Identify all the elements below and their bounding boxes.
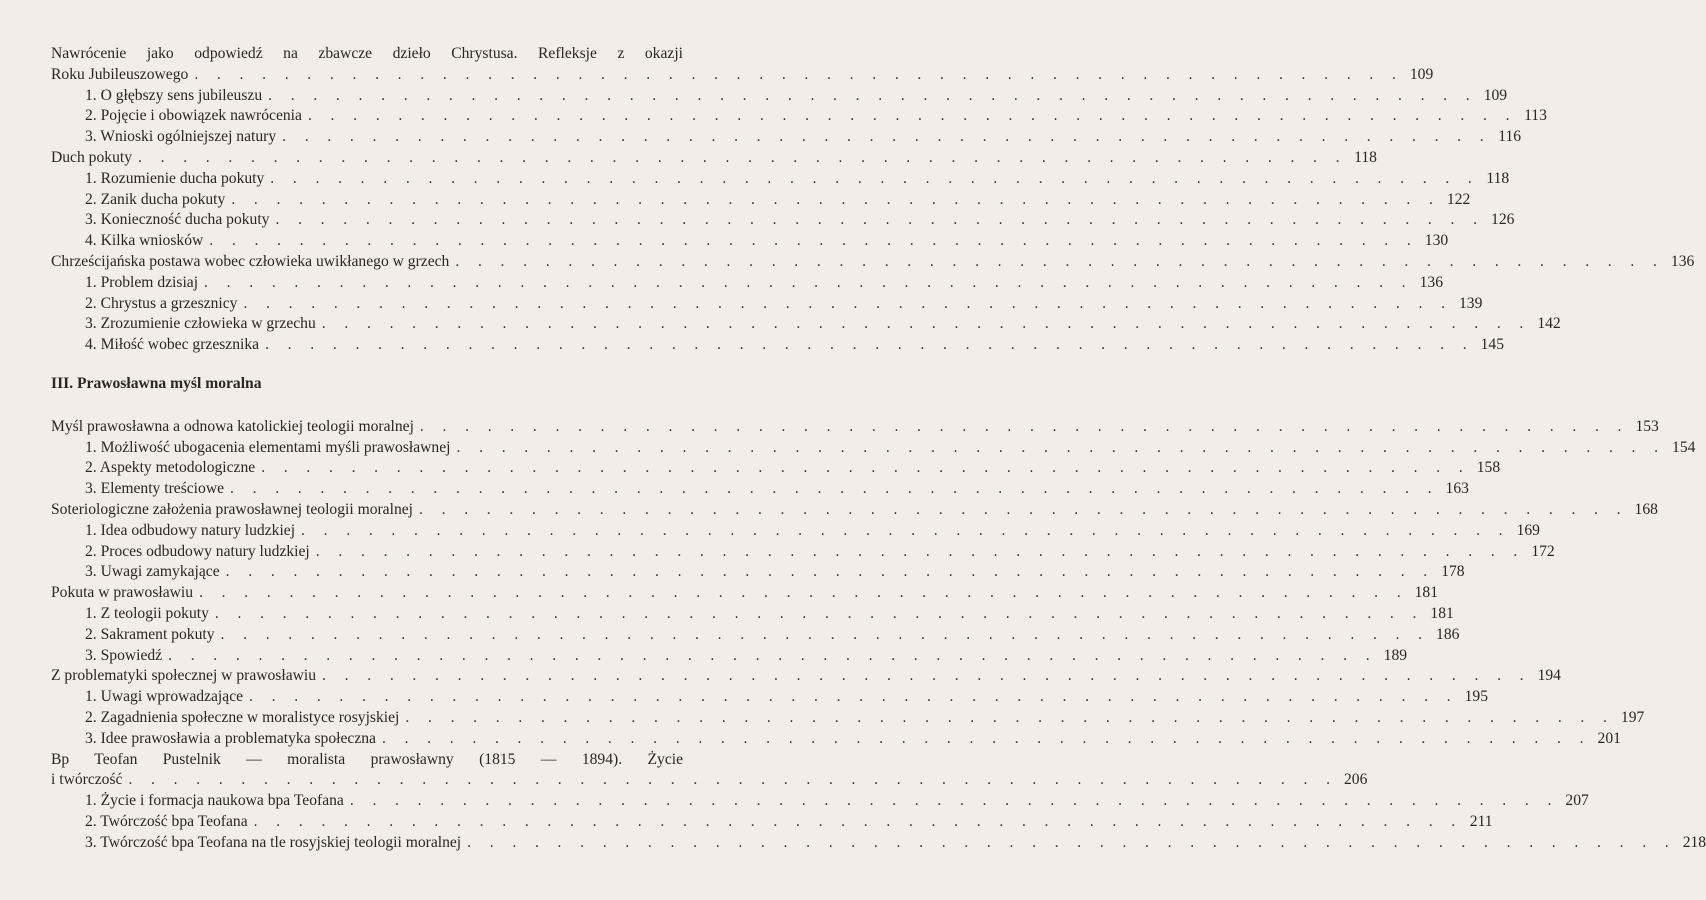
toc-subentry-title: 4. Miłość wobec grzesznika	[85, 336, 260, 354]
toc-subentry-title: 1. Z teologii pokuty	[85, 604, 209, 622]
dot-leader: . . . . . . . . . . . . . . . . . . . . . . . . . . . . . . . . . . . . . . . . . . . . . . . . . . . . . .	[405, 708, 1615, 726]
dot-leader: . . . . . . . . . . . . . . . . . . . . . . . . . . . . . . . . . . . . . . . . . . . . . . . . . . . . . .	[168, 646, 1378, 664]
toc-subentry	[51, 521, 1540, 542]
toc-entry-title-first-line: Bp Teofan Pustelnik — moralista prawosławny (1815 — 1894). Życie	[51, 750, 683, 768]
page-number: 189	[1383, 646, 1408, 664]
page-number: 118	[1354, 148, 1377, 166]
page-number: 218	[1682, 833, 1706, 851]
dot-leader: . . . . . . . . . . . . . . . . . . . . . . . . . . . . . . . . . . . . . . . . . . . . . . . . . . . . . .	[321, 315, 1531, 333]
toc-subentry	[51, 210, 1515, 231]
toc-subentry	[51, 127, 1522, 148]
page-number: 194	[1537, 667, 1561, 685]
page-number: 207	[1565, 792, 1589, 810]
toc-subentry	[51, 335, 1505, 356]
toc-subentry-title: 3. Wnioski ogólniejszej natury	[85, 128, 277, 146]
dot-leader: . . . . . . . . . . . . . . . . . . . . . . . . . . . . . . . . . . . . . . . . . . . . . . . . . . . . . .	[231, 190, 1441, 208]
toc-subentry	[51, 729, 1621, 750]
toc-subentry	[51, 646, 1408, 667]
page-number: 145	[1480, 336, 1505, 354]
dot-leader: . . . . . . . . . . . . . . . . . . . . . . . . . . . . . . . . . . . . . . . . . . . . . . . . . . . . . .	[128, 771, 1338, 789]
toc-entry-title-first-line: Nawrócenie jako odpowiedź na zbawcze dzieło Chrystusa. Refleksje z okazji	[51, 45, 683, 62]
toc-subentry	[51, 231, 1449, 252]
page-number: 154	[1672, 438, 1696, 456]
toc-subentry-title: 3. Konieczność ducha pokuty	[85, 211, 270, 229]
dot-leader: . . . . . . . . . . . . . . . . . . . . . . . . . . . . . . . . . . . . . . . . . . . . . . . . . . . . . .	[349, 792, 1559, 810]
page-number: 116	[1498, 128, 1522, 146]
toc-subentry	[51, 438, 1696, 459]
page-number: 158	[1476, 459, 1501, 477]
page-number: 186	[1436, 625, 1460, 643]
table-of-contents	[51, 44, 1706, 853]
dot-leader: . . . . . . . . . . . . . . . . . . . . . . . . . . . . . . . . . . . . . . . . . . . . . . . . . . . . . .	[315, 542, 1525, 560]
toc-entry	[51, 252, 1695, 273]
toc-entry-title: i twórczość	[51, 771, 123, 789]
toc-subentry	[51, 542, 1555, 563]
page-number: 172	[1531, 542, 1555, 560]
dot-leader: . . . . . . . . . . . . . . . . . . . . . . . . . . . . . . . . . . . . . . . . . . . . . . . . . . . . . .	[225, 563, 1435, 581]
toc-subentry-title: 3. Elementy treściowe	[85, 480, 224, 498]
toc-entry-title: Soteriologiczne założenia prawosławnej teologii moralnej	[51, 500, 413, 518]
page-number: 206	[1344, 771, 1368, 789]
toc-subentry-title: 2. Sakrament pokuty	[85, 625, 215, 643]
toc-subentry	[51, 625, 1460, 646]
toc-subentry	[51, 169, 1510, 190]
dot-leader: . . . . . . . . . . . . . . . . . . . . . . . . . . . . . . . . . . . . . . . . . . . . . . . . . . . . . .	[243, 294, 1453, 312]
dot-leader: . . . . . . . . . . . . . . . . . . . . . . . . . . . . . . . . . . . . . . . . . . . . . . . . . . . . . .	[322, 667, 1531, 685]
toc-subentry	[51, 833, 1706, 854]
toc-subentry-title: 2. Pojęcie i obowiązek nawrócenia	[85, 107, 302, 125]
section-heading: III. Prawosławna myśl moralna	[51, 374, 262, 392]
page-number: 153	[1635, 417, 1659, 435]
toc-subentry-title: 4. Kilka wniosków	[85, 232, 204, 250]
page-number: 197	[1620, 708, 1645, 726]
toc-entry	[51, 583, 1438, 604]
dot-leader: . . . . . . . . . . . . . . . . . . . . . . . . . . . . . . . . . . . . . . . . . . . . . . . . . . . . . .	[209, 232, 1419, 250]
page-number: 136	[1670, 252, 1695, 270]
dot-leader: . . . . . . . . . . . . . . . . . . . . . . . . . . . . . . . . . . . . . . . . . . . . . . . . . . . . . .	[214, 604, 1424, 622]
page-number: 195	[1464, 688, 1488, 706]
dot-leader: . . . . . . . . . . . . . . . . . . . . . . . . . . . . . . . . . . . . . . . . . . . . . . . . . . . . . .	[194, 65, 1404, 83]
toc-subentry-title: 2. Zagadnienia społeczne w moralistyce rosyjskiej	[85, 708, 400, 726]
toc-subentry	[51, 562, 1465, 583]
toc-subentry-title: 3. Spowiedź	[85, 646, 163, 664]
toc-subentry-title: 2. Zanik ducha pokuty	[85, 190, 226, 208]
toc-subentry-title: 1. Uwagi wprowadzające	[85, 688, 244, 706]
dot-leader: . . . . . . . . . . . . . . . . . . . . . . . . . . . . . . . . . . . . . . . . . . . . . . . . . . . . . .	[455, 252, 1665, 270]
toc-subentry	[51, 791, 1589, 812]
dot-leader: . . . . . . . . . . . . . . . . . . . . . . . . . . . . . . . . . . . . . . . . . . . . . . . . . . . . . .	[307, 107, 1517, 125]
dot-leader: . . . . . . . . . . . . . . . . . . . . . . . . . . . . . . . . . . . . . . . . . . . . . . . . . . . . . .	[249, 688, 1458, 706]
toc-subentry-title: 1. Możliwość ubogacenia elementami myśli prawosławnej	[85, 438, 451, 456]
page-number: 201	[1597, 729, 1621, 747]
page-number: 113	[1524, 107, 1547, 125]
toc-entry-title: Chrześcijańska postawa wobec człowieka uwikłanego w grzech	[51, 252, 450, 270]
page-number: 109	[1483, 86, 1508, 104]
toc-subentry	[51, 314, 1561, 335]
page-number: 181	[1430, 604, 1454, 622]
toc-subentry-title: 2. Proces odbudowy natury ludzkiej	[85, 542, 310, 560]
dot-leader: . . . . . . . . . . . . . . . . . . . . . . . . . . . . . . . . . . . . . . . . . . . . . . . . . . . . . .	[275, 211, 1485, 229]
toc-subentry	[51, 273, 1443, 294]
toc-subentry-title: 2. Aspekty metodologiczne	[85, 459, 256, 477]
toc-entry-title: Roku Jubileuszowego	[51, 65, 189, 83]
toc-subentry	[51, 458, 1501, 479]
dot-leader: . . . . . . . . . . . . . . . . . . . . . . . . . . . . . . . . . . . . . . . . . . . . . . . . . . . . . .	[204, 273, 1413, 291]
toc-subentry-title: 3. Idee prawosławia a problematyka społeczna	[85, 729, 376, 747]
dot-leader: . . . . . . . . . . . . . . . . . . . . . . . . . . . . . . . . . . . . . . . . . . . . . . . . . . . . . .	[268, 86, 1478, 104]
toc-part-two-entries	[51, 44, 1695, 356]
dot-leader: . . . . . . . . . . . . . . . . . . . . . . . . . . . . . . . . . . . . . . . . . . . . . . . . . . . . . .	[270, 169, 1480, 187]
page-number: 118	[1486, 169, 1510, 187]
toc-subentry-title: 2. Twórczość bpa Teofana	[85, 812, 248, 830]
toc-entry-title-line	[51, 750, 683, 771]
toc-subentry	[51, 86, 1508, 107]
toc-entry	[51, 148, 1377, 169]
page-number: 130	[1424, 232, 1449, 250]
toc-part-three-entries	[51, 417, 1706, 854]
toc-entry-title: Z problematyki społecznej w prawosławiu	[51, 667, 317, 685]
dot-leader: . . . . . . . . . . . . . . . . . . . . . . . . . . . . . . . . . . . . . . . . . . . . . . . . . . . . . .	[467, 833, 1677, 851]
dot-leader: . . . . . . . . . . . . . . . . . . . . . . . . . . . . . . . . . . . . . . . . . . . . . . . . . . . . . .	[261, 459, 1471, 477]
toc-entry	[51, 500, 1658, 521]
page-number: 122	[1446, 190, 1471, 208]
page-number: 168	[1634, 500, 1658, 518]
dot-leader: . . . . . . . . . . . . . . . . . . . . . . . . . . . . . . . . . . . . . . . . . . . . . . . . . . . . . .	[199, 584, 1408, 602]
toc-subentry-title: 1. Idea odbudowy natury ludzkiej	[85, 521, 296, 539]
dot-leader: . . . . . . . . . . . . . . . . . . . . . . . . . . . . . . . . . . . . . . . . . . . . . . . . . . . . . .	[265, 336, 1475, 354]
page-number: 109	[1409, 65, 1434, 83]
toc-entry	[51, 65, 1434, 86]
toc-subentry-title: 1. Rozumienie ducha pokuty	[85, 169, 265, 187]
toc-subentry-title: 3. Zrozumienie człowieka w grzechu	[85, 315, 316, 333]
dot-leader: . . . . . . . . . . . . . . . . . . . . . . . . . . . . . . . . . . . . . . . . . . . . . . . . . . . . . .	[419, 417, 1629, 435]
page-number: 178	[1441, 563, 1465, 581]
dot-leader: . . . . . . . . . . . . . . . . . . . . . . . . . . . . . . . . . . . . . . . . . . . . . . . . . . . . . .	[419, 500, 1628, 518]
toc-subentry	[51, 479, 1469, 500]
toc-entry-title: Duch pokuty	[51, 148, 132, 166]
toc-subentry-title: 2. Chrystus a grzesznicy	[85, 294, 238, 312]
page-number: 163	[1445, 480, 1469, 498]
dot-leader: . . . . . . . . . . . . . . . . . . . . . . . . . . . . . . . . . . . . . . . . . . . . . . . . . . . . . .	[138, 148, 1347, 166]
page-number: 142	[1537, 315, 1561, 333]
toc-entry	[51, 770, 1368, 791]
page-number: 169	[1516, 521, 1540, 539]
dot-leader: . . . . . . . . . . . . . . . . . . . . . . . . . . . . . . . . . . . . . . . . . . . . . . . . . . . . . .	[381, 729, 1591, 747]
dot-leader: . . . . . . . . . . . . . . . . . . . . . . . . . . . . . . . . . . . . . . . . . . . . . . . . . . . . . .	[230, 480, 1439, 498]
toc-entry-title-line	[51, 44, 683, 65]
page-number: 211	[1469, 812, 1493, 830]
toc-subentry-title: 3. Twórczość bpa Teofana na tle rosyjskiej teologii moralnej	[85, 833, 462, 851]
page-number: 181	[1414, 584, 1438, 602]
toc-subentry	[51, 687, 1488, 708]
toc-subentry	[51, 294, 1483, 315]
toc-subentry	[51, 812, 1493, 833]
toc-subentry-title: 1. Życie i formacja naukowa bpa Teofana	[85, 792, 344, 810]
toc-subentry	[51, 604, 1454, 625]
dot-leader: . . . . . . . . . . . . . . . . . . . . . . . . . . . . . . . . . . . . . . . . . . . . . . . . . . . . . .	[220, 625, 1430, 643]
toc-entry	[51, 417, 1659, 438]
dot-leader: . . . . . . . . . . . . . . . . . . . . . . . . . . . . . . . . . . . . . . . . . . . . . . . . . . . . . .	[253, 812, 1463, 830]
toc-entry-title: Pokuta w prawosławiu	[51, 584, 194, 602]
dot-leader: . . . . . . . . . . . . . . . . . . . . . . . . . . . . . . . . . . . . . . . . . . . . . . . . . . . . . .	[456, 438, 1666, 456]
page-number: 126	[1491, 211, 1515, 229]
page-number: 139	[1458, 294, 1483, 312]
toc-subentry-title: 1. O głębszy sens jubileuszu	[85, 86, 263, 104]
toc-subentry-title: 1. Problem dzisiaj	[85, 273, 199, 291]
dot-leader: . . . . . . . . . . . . . . . . . . . . . . . . . . . . . . . . . . . . . . . . . . . . . . . . . . . . . .	[301, 521, 1510, 539]
dot-leader: . . . . . . . . . . . . . . . . . . . . . . . . . . . . . . . . . . . . . . . . . . . . . . . . . . . . . .	[282, 128, 1492, 146]
toc-entry-title: Myśl prawosławna a odnowa katolickiej teologii moralnej	[51, 417, 414, 435]
toc-subentry-title: 3. Uwagi zamykające	[85, 563, 220, 581]
toc-subentry	[51, 106, 1547, 127]
toc-subentry	[51, 190, 1471, 211]
toc-subentry	[51, 708, 1645, 729]
page-number: 136	[1419, 273, 1443, 291]
toc-entry	[51, 666, 1561, 687]
